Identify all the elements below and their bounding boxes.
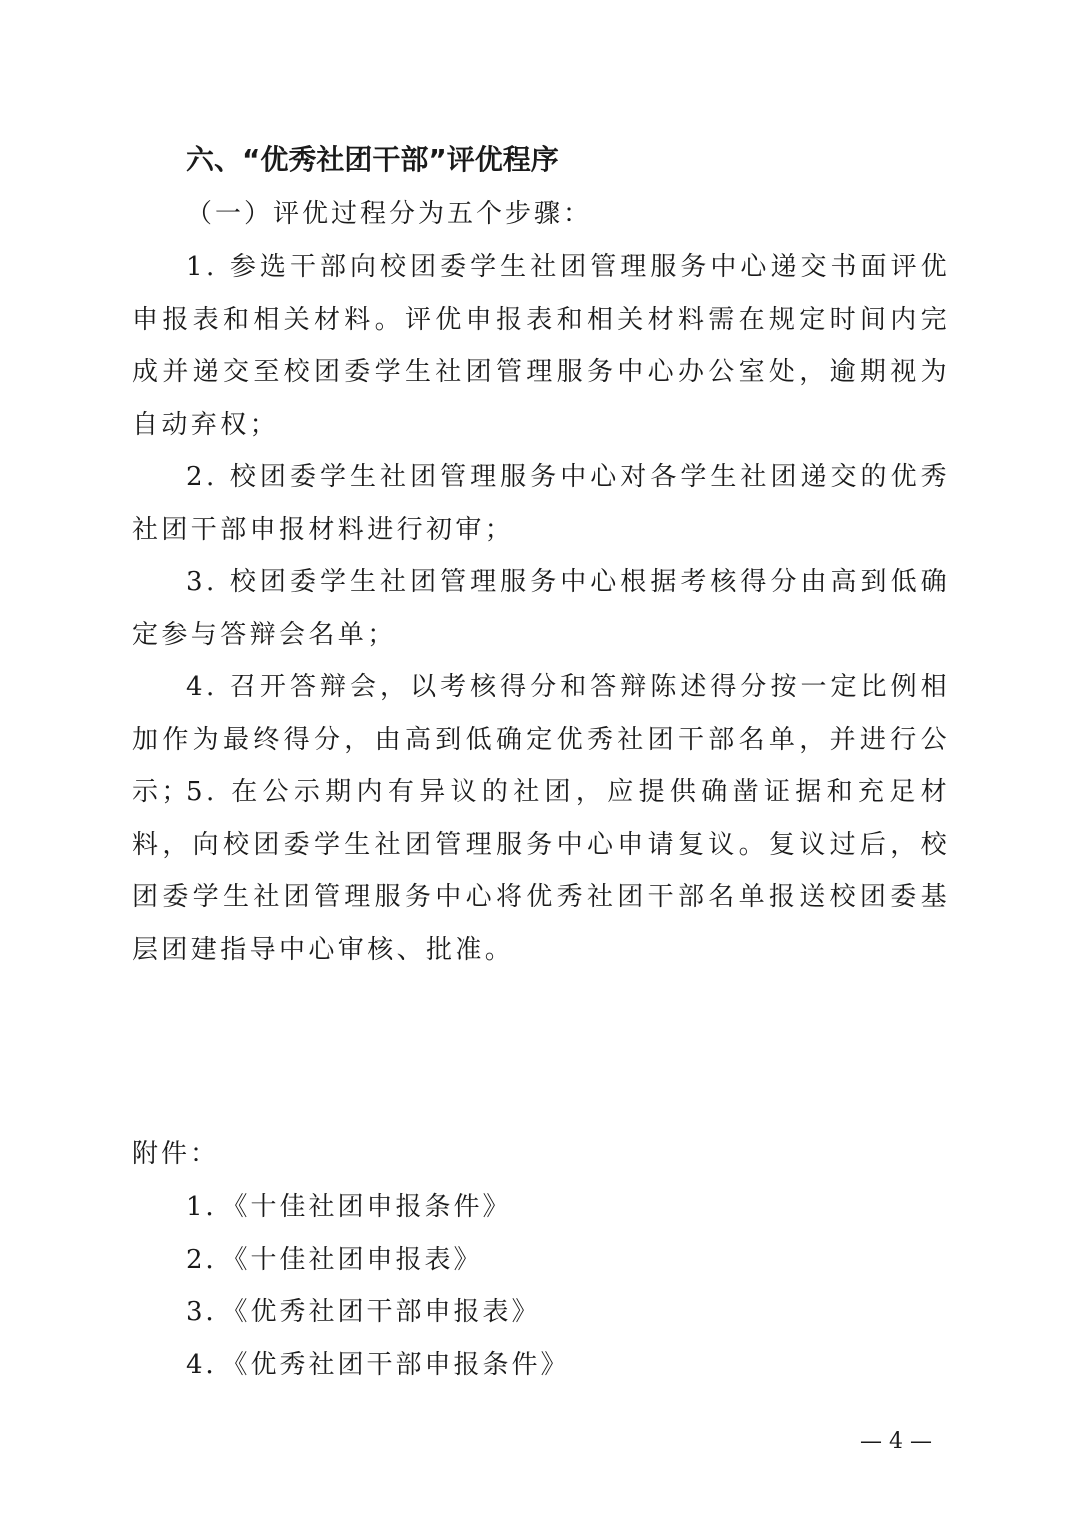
attachment-item: 2．《十佳社团申报表》 (186, 1244, 483, 1275)
attachment-item: 4．《优秀社团干部申报条件》 (186, 1349, 570, 1380)
subsection-heading: （一）评优过程分为五个步骤： (186, 199, 593, 229)
attachments-title: 附件： (132, 1139, 220, 1169)
page-number: — 4 — (860, 1429, 932, 1454)
attachment-item: 3．《优秀社团干部申报表》 (186, 1297, 541, 1327)
step-paragraph-2: 2. 校团委学生社团管理服务中心对各学生社团递交的优秀社团干部申报材料进行初审； (132, 462, 950, 545)
section-heading: 六、“优秀社团干部”评优程序 (186, 143, 559, 176)
step-paragraph-1: 1. 参选干部向校团委学生社团管理服务中心递交书面评优申报表和相关材料。评优申报表和相关材料需在规定时间内完成并递交至校团委学生社团管理服务中心办公室处，逾期视为自动弃权； (132, 252, 950, 440)
attachments-list (186, 1181, 570, 1391)
attachment-item: 1．《十佳社团申报条件》 (186, 1192, 512, 1222)
step-paragraph-4: 4. 召开答辩会，以考核得分和答辩陈述得分按一定比例相加作为最终得分，由高到低确定优秀社团干部名单，并进行公示； (132, 672, 950, 807)
step-paragraph-3: 3. 校团委学生社团管理服务中心根据考核得分由高到低确定参与答辩会名单； (132, 567, 950, 650)
step-paragraph-5: 5. 在公示期内有异议的社团，应提供确凿证据和充足材料，向校团委学生社团管理服务中心申请复议。复议过后，校团委学生社团管理服务中心将优秀社团干部名单报送校团委基层团建指导中心审核、批准。 (132, 777, 950, 965)
